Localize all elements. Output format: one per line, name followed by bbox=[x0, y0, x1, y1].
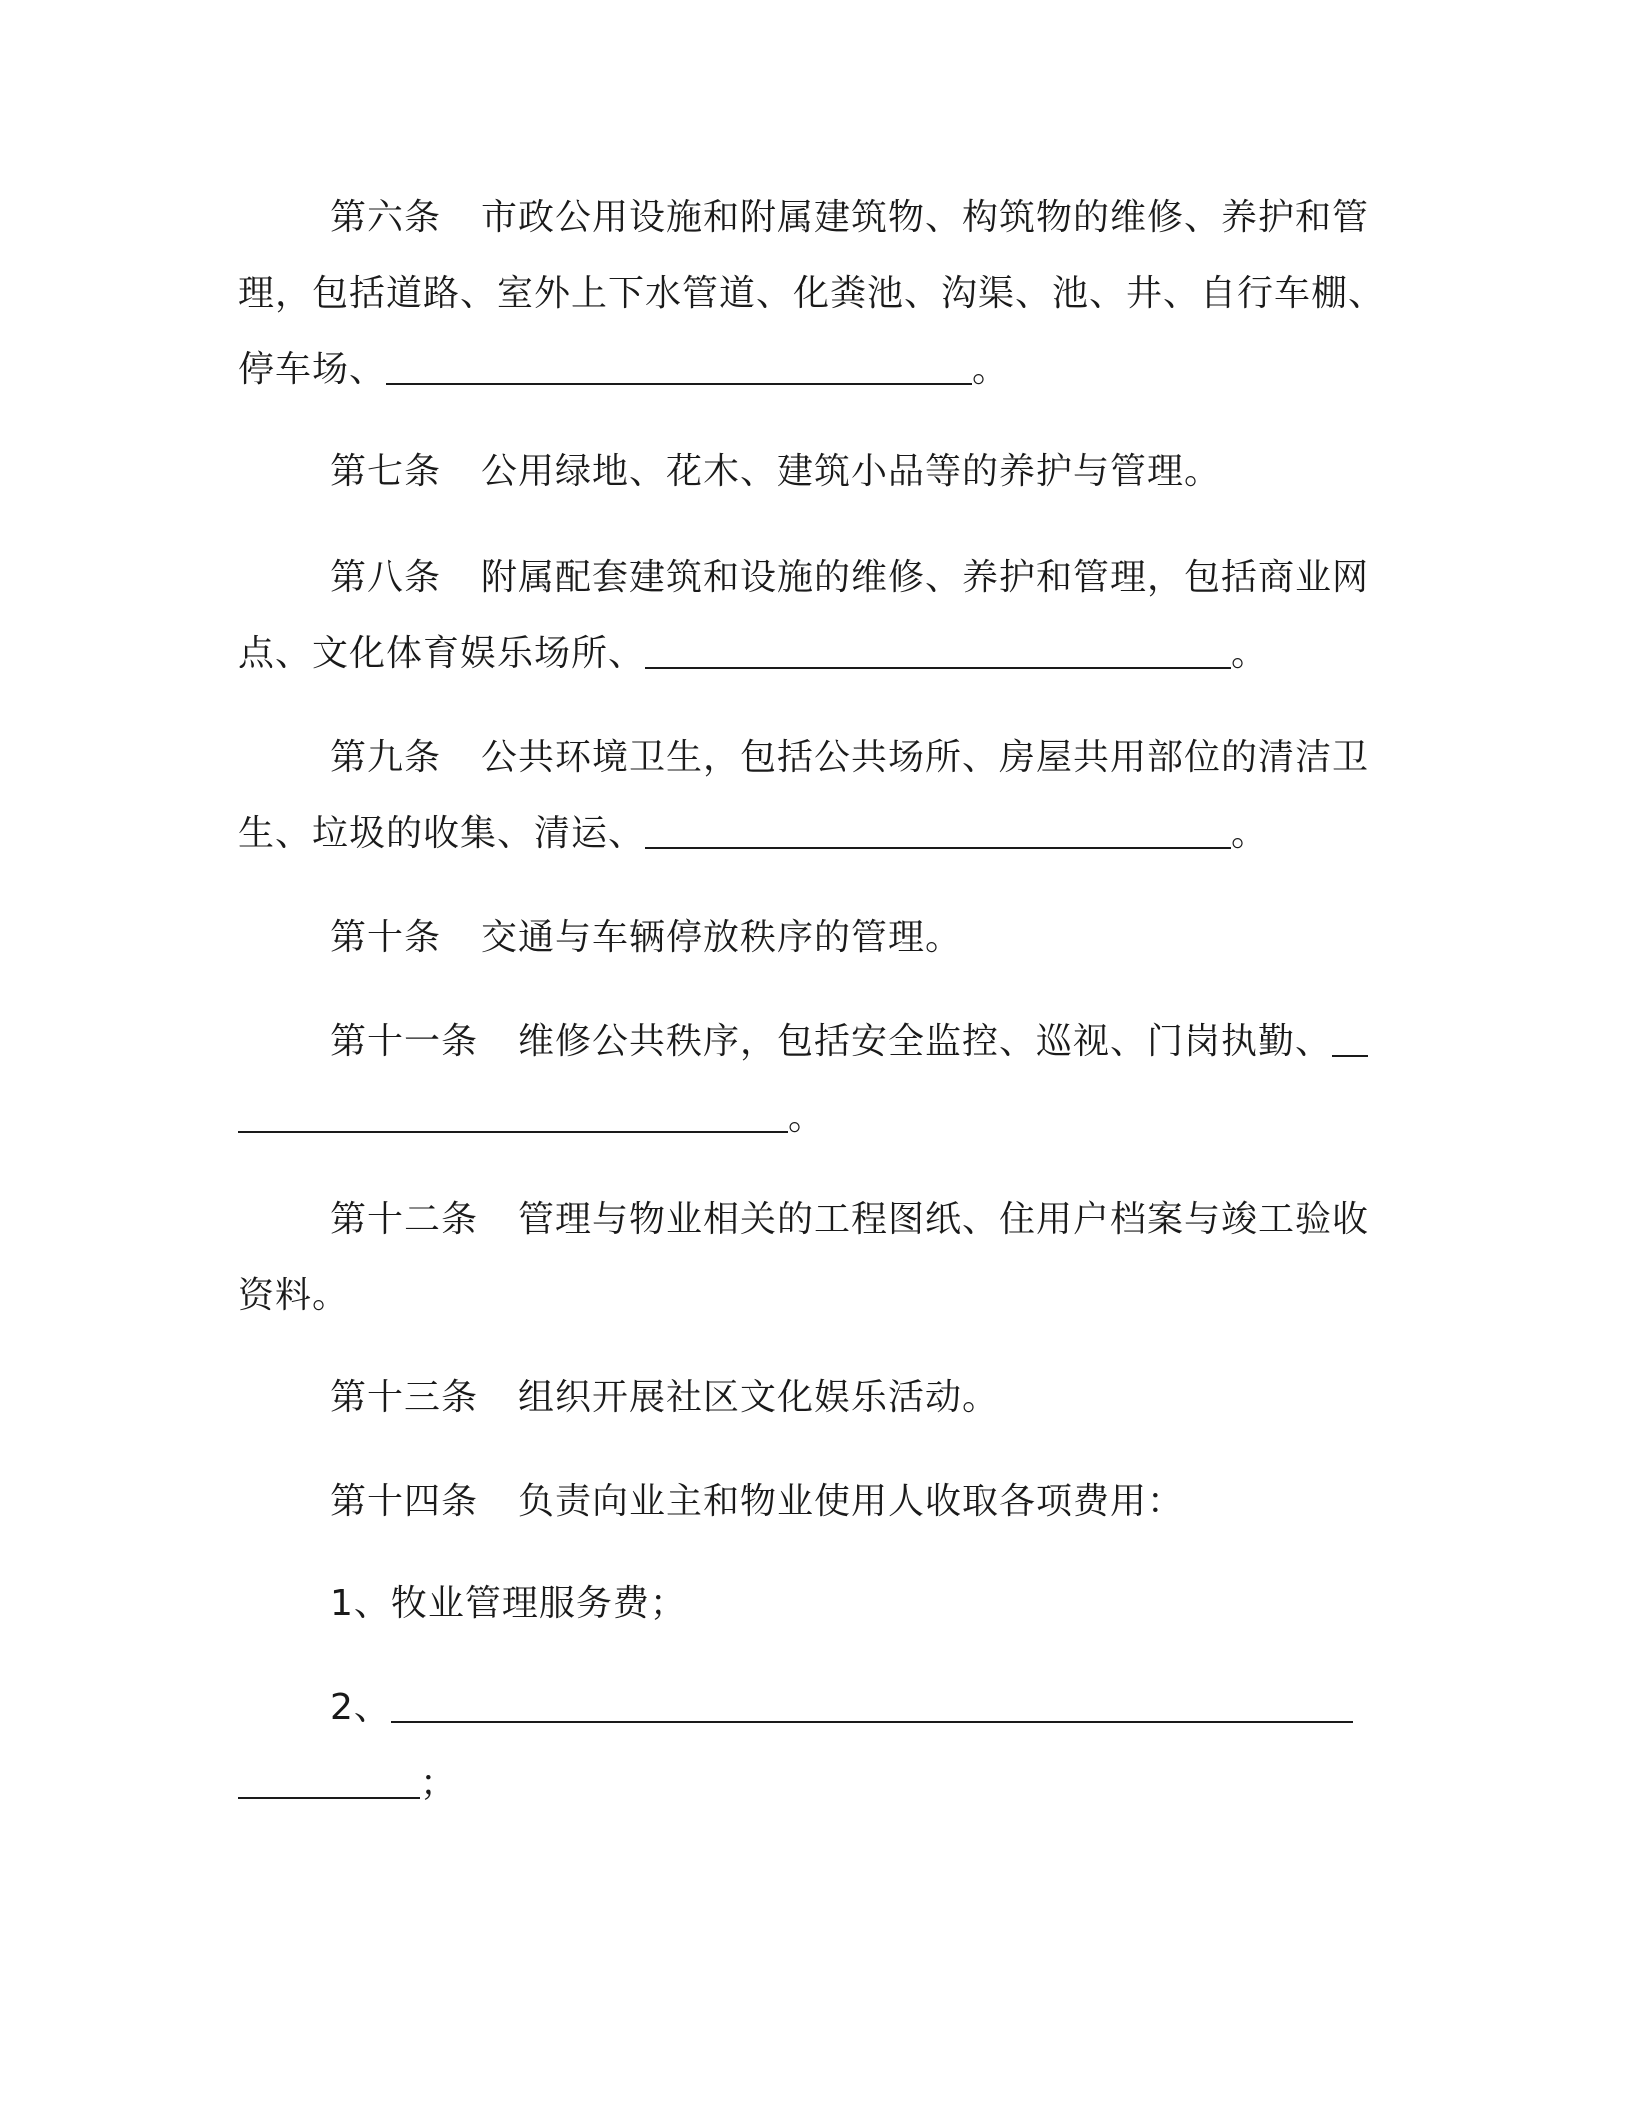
article-14-item-1 bbox=[330, 1582, 687, 1626]
article-8-blank[interactable] bbox=[645, 637, 1231, 669]
article-13-title: 第十三条 bbox=[330, 1377, 479, 1418]
article-12-text-1: 管理与物业相关的工程图纸、住用户档案与竣工验收 bbox=[518, 1199, 1370, 1240]
article-8-text-2: 点、文化体育娱乐场所、 bbox=[238, 633, 646, 674]
article-7-title: 第七条 bbox=[330, 451, 442, 492]
article-9-blank[interactable] bbox=[645, 817, 1231, 849]
article-10-line bbox=[330, 916, 962, 960]
article-8-line-1 bbox=[330, 556, 1369, 600]
article-14-item-2-cont bbox=[238, 1762, 457, 1806]
article-13-text: 组织开展社区文化娱乐活动。 bbox=[518, 1377, 1000, 1418]
article-14-item-2-text: 2、 bbox=[330, 1687, 391, 1728]
article-12-title: 第十二条 bbox=[330, 1199, 479, 1240]
article-9-text-1: 公共环境卫生，包括公共场所、房屋共用部位的清洁卫 bbox=[481, 737, 1370, 778]
article-14-item-2-end: ； bbox=[420, 1763, 458, 1804]
article-7-text: 公用绿地、花木、建筑小品等的养护与管理。 bbox=[481, 451, 1222, 492]
article-6-text-3: 停车场、 bbox=[238, 349, 387, 390]
article-8-title: 第八条 bbox=[330, 557, 442, 598]
article-9-end: 。 bbox=[1231, 813, 1269, 854]
article-6-title: 第六条 bbox=[330, 197, 442, 238]
article-14-item-2-blank-cont[interactable] bbox=[238, 1767, 420, 1799]
article-11-end: 。 bbox=[788, 1097, 826, 1138]
article-8-line-2 bbox=[238, 632, 1268, 676]
article-11-line-2 bbox=[238, 1096, 825, 1140]
article-8-text-1: 附属配套建筑和设施的维修、养护和管理，包括商业网 bbox=[481, 557, 1370, 598]
article-11-title: 第十一条 bbox=[330, 1021, 479, 1062]
article-14-text: 负责向业主和物业使用人收取各项费用： bbox=[518, 1481, 1185, 1522]
article-8-end: 。 bbox=[1231, 633, 1269, 674]
article-13-line bbox=[330, 1376, 999, 1420]
article-11-text-1: 维修公共秩序，包括安全监控、巡视、门岗执勤、 bbox=[518, 1021, 1333, 1062]
article-7-line bbox=[330, 450, 1221, 494]
article-6-text-2: 理，包括道路、室外上下水管道、化粪池、沟渠、池、井、自行车棚、 bbox=[238, 273, 1386, 314]
article-14-item-2-blank[interactable] bbox=[391, 1691, 1353, 1723]
article-11-blank[interactable] bbox=[238, 1101, 788, 1133]
article-9-line-1 bbox=[330, 736, 1369, 780]
article-6-text-1: 市政公用设施和附属建筑物、构筑物的维修、养护和管 bbox=[481, 197, 1370, 238]
article-14-title: 第十四条 bbox=[330, 1481, 479, 1522]
article-12-line-2 bbox=[238, 1274, 349, 1318]
article-10-text: 交通与车辆停放秩序的管理。 bbox=[481, 917, 963, 958]
article-11-line-1 bbox=[330, 1020, 1368, 1064]
article-12-text-2: 资料。 bbox=[238, 1275, 350, 1316]
article-10-title: 第十条 bbox=[330, 917, 442, 958]
article-14-line bbox=[330, 1480, 1184, 1524]
article-6-line-3 bbox=[238, 348, 1009, 392]
article-9-title: 第九条 bbox=[330, 737, 442, 778]
article-14-item-1-text: 1、牧业管理服务费； bbox=[330, 1583, 687, 1624]
article-9-text-2: 生、垃圾的收集、清运、 bbox=[238, 813, 646, 854]
article-6-end: 。 bbox=[972, 349, 1010, 390]
article-11-blank-start[interactable] bbox=[1332, 1025, 1368, 1057]
article-9-line-2 bbox=[238, 812, 1268, 856]
article-6-line-2 bbox=[238, 272, 1385, 316]
article-6-blank[interactable] bbox=[386, 353, 972, 385]
article-14-item-2 bbox=[330, 1686, 1353, 1730]
article-6-line-1 bbox=[330, 196, 1369, 240]
article-12-line-1 bbox=[330, 1198, 1369, 1242]
